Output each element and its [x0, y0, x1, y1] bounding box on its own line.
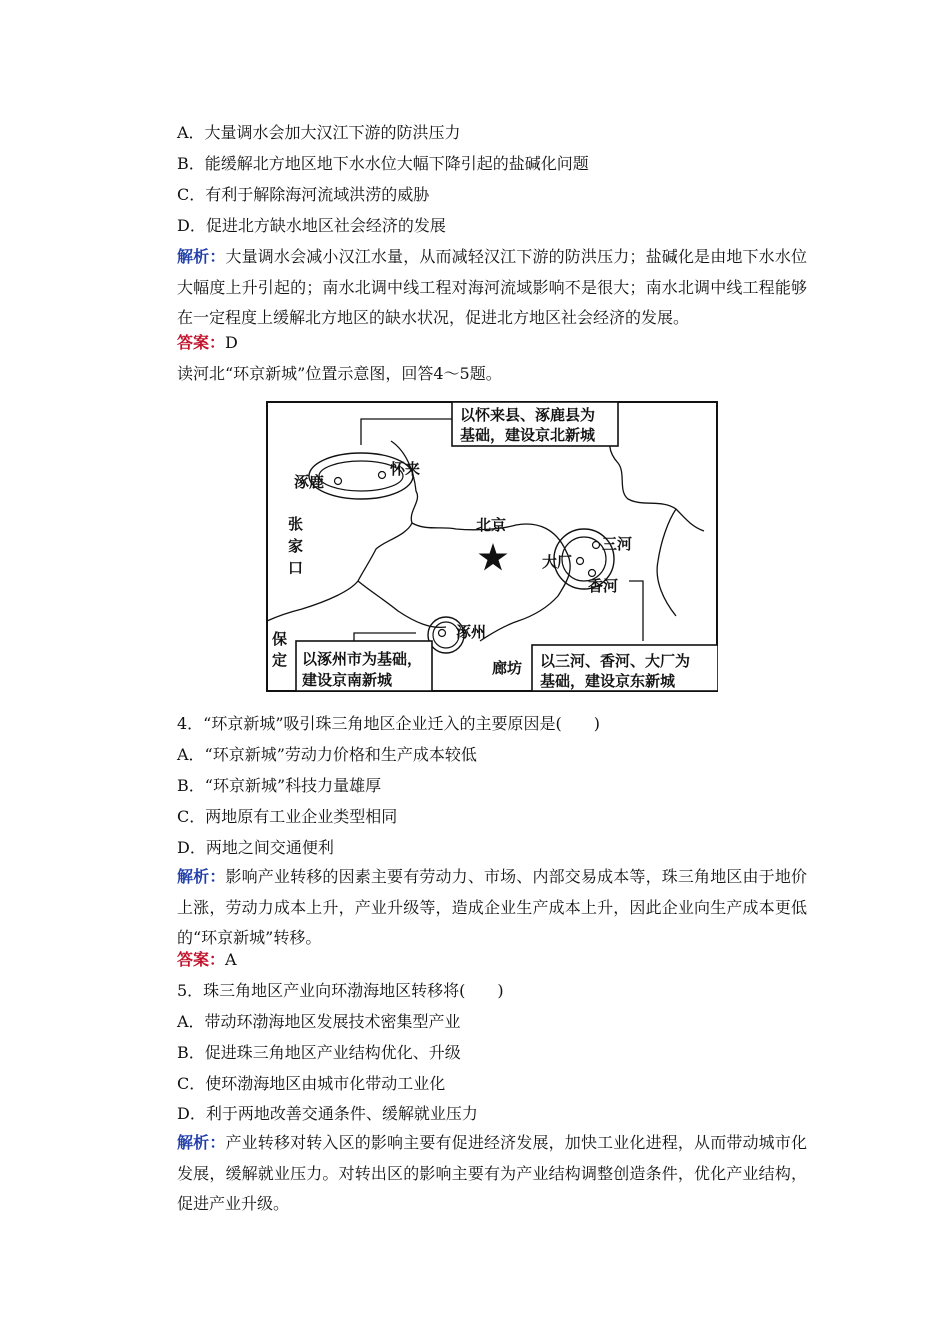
huailai-dot — [379, 472, 386, 479]
box-south-line1: 以涿州市为基础， — [302, 650, 423, 668]
q3-answer-label: 答案： — [177, 333, 226, 352]
label-zhangjiakou-3: 口 — [288, 559, 304, 577]
q4-stem: 4．“环京新城”吸引珠三角地区企业迁入的主要原因是( ) — [177, 714, 601, 733]
q4-analysis — [177, 862, 807, 954]
q3-option-c: C．有利于解除海河流域洪涝的威胁 — [177, 185, 430, 204]
q4-answer-label: 答案： — [177, 950, 226, 969]
location-map — [266, 401, 718, 692]
q3-analysis-label: 解析： — [177, 247, 226, 266]
label-zhangjiakou-1: 张 — [288, 515, 304, 533]
label-beijing: 北京 — [476, 516, 507, 534]
q4-analysis-text: 影响产业转移的因素主要有劳动力、市场、内部交易成本等，珠三角地区由于地价上涨，劳动力成本上升，产业升级等，造成企业生产成本上升，因此企业向生产成本更低的“环京新城”转移。 — [177, 867, 807, 947]
label-baoding-2: 定 — [272, 651, 288, 669]
zhuozhou-dot — [439, 630, 446, 637]
box-east-line1: 以三河、香河、大厂为 — [540, 652, 691, 670]
label-huailai: 怀来 — [390, 460, 421, 478]
q3-option-d: D．促进北方缺水地区社会经济的发展 — [177, 216, 446, 235]
label-zhangjiakou-2: 家 — [288, 537, 304, 555]
zhuolu-dot — [335, 478, 342, 485]
q5-analysis-text: 产业转移对转入区的影响主要有促进经济发展，加快工业化进程，从而带动城市化发展，缓解就业压力。对转出区的影响主要有为产业结构调整创造条件，优化产业结构，促进产业升级。 — [177, 1133, 807, 1213]
label-dachang: 大厂 — [542, 553, 573, 571]
box-north-line2: 基础，建设京北新城 — [460, 426, 596, 444]
q3-answer-value: D — [225, 333, 238, 352]
q3-option-a: A．大量调水会加大汉江下游的防洪压力 — [177, 123, 461, 142]
q3-answer — [177, 333, 238, 353]
label-baoding-1: 保 — [272, 630, 288, 648]
q3-option-b: B．能缓解北方地区地下水水位大幅下降引起的盐碱化问题 — [177, 154, 589, 173]
box-south-line2: 建设京南新城 — [302, 671, 393, 689]
dachang-dot — [577, 558, 584, 565]
map-intro: 读河北“环京新城”位置示意图，回答4～5题。 — [177, 364, 502, 383]
label-zhuozhou: 涿州 — [456, 623, 487, 641]
q5-analysis-label: 解析： — [177, 1133, 226, 1152]
q4-answer-value: A — [225, 950, 237, 969]
label-zhuolu: 涿鹿 — [294, 473, 325, 491]
q3-analysis — [177, 242, 807, 334]
q5-stem: 5．珠三角地区产业向环渤海地区转移将( ) — [177, 981, 504, 1000]
label-langfang: 廊坊 — [492, 659, 523, 677]
q5-analysis — [177, 1128, 807, 1220]
q4-option-a: A．“环京新城”劳动力价格和生产成本较低 — [177, 745, 477, 764]
sanhe-dot — [593, 542, 600, 549]
q4-option-d: D．两地之间交通便利 — [177, 838, 334, 857]
q5-option-d: D．利于两地改善交通条件、缓解就业压力 — [177, 1104, 478, 1123]
q4-analysis-label: 解析： — [177, 867, 226, 886]
box-north-line1: 以怀来县、涿鹿县为 — [460, 406, 596, 424]
q4-option-b: B．“环京新城”科技力量雄厚 — [177, 776, 382, 795]
box-east-line2: 基础，建设京东新城 — [540, 672, 676, 690]
label-xianghe: 香河 — [588, 577, 619, 595]
q5-option-a: A．带动环渤海地区发展技术密集型产业 — [177, 1012, 461, 1031]
q5-option-c: C．使环渤海地区由城市化带动工业化 — [177, 1074, 446, 1093]
q4-answer — [177, 950, 237, 970]
q5-option-b: B．促进珠三角地区产业结构优化、升级 — [177, 1043, 461, 1062]
q3-analysis-text: 大量调水会减小汉江水量，从而减轻汉江下游的防洪压力；盐碱化是由地下水水位大幅度上升引起的；南水北调中线工程对海河流域影响不是很大；南水北调中线工程能够在一定程度上缓解北方地区的缺水状况，促进北方地区社会经济的发展。 — [177, 247, 807, 327]
xianghe-dot — [589, 570, 596, 577]
label-sanhe: 三河 — [602, 535, 633, 553]
q4-option-c: C．两地原有工业企业类型相同 — [177, 807, 398, 826]
